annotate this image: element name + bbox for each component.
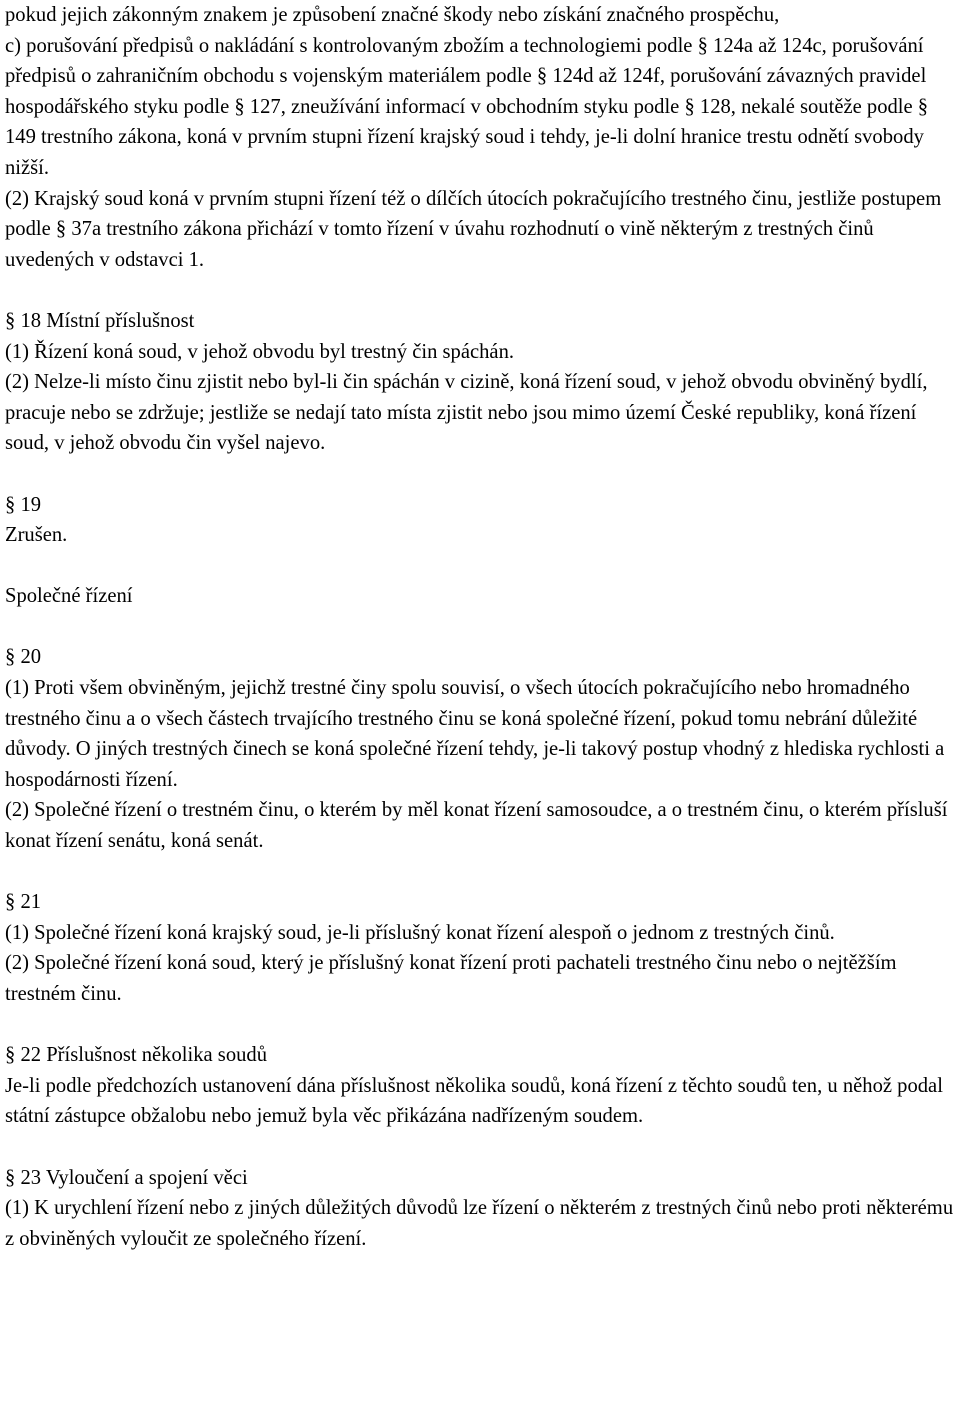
para-continuation-17: pokud jejich zákonným znakem je způsobení značné škody nebo získání značného prospěchu, [5, 4, 780, 26]
blank-line [5, 1010, 957, 1041]
para-20-1: (1) Proti všem obviněným, jejichž trestné činy spolu souvisí, o všech útocích pokračujícího nebo hromadného trestného činu a o všech částech trvajícího trestného činu se koná společné řízení, pokud tomu nebrání důležité důvody. O jiných trestných činech se koná společné řízení tehdy, je-li takový postup vhodný z hlediska rychlosti a hospodárnosti řízení. [5, 677, 945, 791]
para-20-2: (2) Společné řízení o trestném činu, o kterém by měl konat řízení samosoudce, a o trestném činu, o kterém přísluší konat řízení senátu, koná senát. [5, 799, 948, 853]
blank-line [5, 612, 957, 643]
blank-line [5, 275, 957, 306]
para-21-1: (1) Společné řízení koná krajský soud, je-li příslušný konat řízení alespoň o jednom z trestných činů. [5, 921, 835, 944]
para-18-2: (2) Nelze-li místo činu zjistit nebo byl-li čin spáchán v cizině, koná řízení soud, v jehož obvodu obviněný bydlí, pracuje nebo se zdržuje; jestliže se nedají tato místa zjistit nebo jsou mimo území České republiky, koná řízení soud, v jehož obvodu čin vyšel najevo. [5, 371, 928, 455]
para-19: Zrušen. [5, 524, 68, 547]
chapter-heading-spolecne-rizeni: Společné řízení [5, 585, 133, 608]
section-22-heading: § 22 Příslušnost několika soudů [5, 1044, 268, 1067]
blank-line [5, 857, 957, 888]
para-17-c: c) porušování předpisů o nakládání s kontrolovaným zbožím a technologiemi podle § 124a až 124c, porušování předpisů o zahraničním obchodu s vojenským materiálem podle § 124d až 124f, porušování závazných pravidel hospodářského styku podle § 127, zneužívání informací v obchodním styku podle § 128, nekalé soutěže podle § 149 trestního zákona, koná v prvním stupni řízení krajský soud i tehdy, je-li dolní hranice trestu odnětí svobody nižší. [5, 34, 929, 179]
blank-line [5, 1132, 957, 1163]
para-21-2: (2) Společné řízení koná soud, který je příslušný konat řízení proti pachateli trestného činu nebo o nejtěžším trestném činu. [5, 952, 897, 1005]
para-17-2: (2) Krajský soud koná v prvním stupni řízení též o dílčích útocích pokračujícího trestného činu, jestliže postupem podle § 37a trestního zákona přichází v tomto řízení v úvahu rozhodnutí o vině některým z trestných činů uvedených v odstavci 1. [5, 187, 942, 271]
section-21-heading: § 21 [5, 891, 42, 914]
blank-line [5, 459, 957, 490]
para-18-1: (1) Řízení koná soud, v jehož obvodu byl trestný čin spáchán. [5, 340, 515, 363]
para-23-1: (1) K urychlení řízení nebo z jiných důležitých důvodů lze řízení o některém z trestných činů nebo proti některému z obviněných vyloučit ze společného řízení. [5, 1197, 954, 1250]
section-20-heading: § 20 [5, 646, 42, 669]
document-page [5, 0, 957, 1254]
section-23-heading: § 23 Vyloučení a spojení věci [5, 1166, 248, 1189]
blank-line [5, 551, 957, 582]
section-19-heading: § 19 [5, 493, 42, 516]
section-18-heading: § 18 Místní příslušnost [5, 309, 195, 332]
para-22: Je-li podle předchozích ustanovení dána příslušnost několika soudů, koná řízení z těchto soudů ten, u něhož podal státní zástupce obžalobu nebo jemuž byla věc přikázána nadřízeným soudem. [5, 1074, 943, 1128]
